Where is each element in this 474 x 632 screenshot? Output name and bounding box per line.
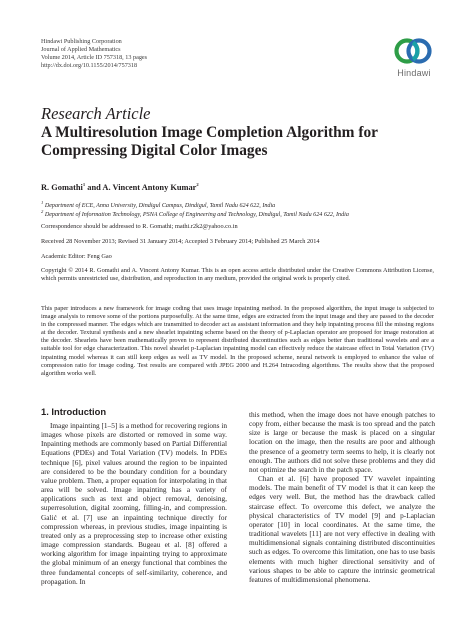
paragraph: Chan et al. [6] have proposed TV wavelet inpainting models. The main benefit of TV model is that it can keep the edges very well. But, the method has the drawback called staircase effect. To overcome this defect, we analyze the physical characteristics of TV model [9] and p-Laplacian operator [10] in local coordinates. At the same time, the traditional wavelets [11] are not very effective in dealing with multidimensional signals containing distributed discontinuities such as edges. To overcome this limitation, one has to use basis elements with much higher directional sensitivity and of various shapes to be able to capture the intrinsic geometrical features of multidimensional phenomena. — [249, 474, 435, 584]
title-line-1: A Multiresolution Image Completion Algorithm for — [41, 124, 379, 141]
article-type: Research Article — [41, 104, 151, 123]
affiliation-text: Department of ECE, Anna University, Dindigul Campus, Dindigul, Tamil Nadu 624 622, India — [43, 203, 276, 210]
journal-line: Journal of Applied Mathematics — [41, 45, 121, 53]
copyright-notice: Copyright © 2014 R. Gomathi and A. Vincent Antony Kumar. This is an open access article distributed under the Creative Commons Attribution License, which permits unrestricted use, distribution, and reproduction in any medium, provided the original work is properly cited. — [41, 267, 434, 283]
journal-header — [41, 38, 341, 70]
affiliation-mark: 1 — [41, 200, 44, 205]
title-line-2: Compressing Digital Color Images — [41, 142, 268, 159]
volume-line: Volume 2014, Article ID 757318, 13 pages — [41, 53, 148, 61]
body-column-right — [249, 410, 435, 584]
author-name: R. Gomathi — [41, 182, 83, 192]
affiliation-text: Department of Information Technology, PSNA College of Engineering and Technology, Dindigul, Tamil Nadu 624 622, India — [43, 212, 349, 219]
affiliation-2 — [41, 208, 461, 219]
abstract: This paper introduces a new framework for image coding that uses image inpainting method. In the proposed algorithm, the input image is subjected to image analysis to remove some of the portions purposefully. At the same time, edges are extracted from the input image and they are passed to the decoder in the compressed manner. The edges which are transmitted to decoder act as assistant information and they help inpainting process fill the missing regions at the decoder. Textural synthesis and a new shearlet inpainting scheme based on the theory of p-Laplacian operator are proposed for image restoration at the decoder. Shearlets have been mathematically proven to represent distributed discontinuities such as edges better than traditional wavelets and are a suitable tool for edge characterization. This novel shearlet p-Laplacian inpainting model can effectively reduce the staircase effect in Total Variation (TV) inpainting model whereas it can still keep edges as well as TV model. In the proposed scheme, neural network is employed to enhance the value of compression ratio for image coding. Test results are compared with JPEG 2000 and H.264 Intracoding algorithms. The results show that the proposed algorithm works well. — [41, 305, 434, 377]
doi-link[interactable]: http://dx.doi.org/10.1155/2014/757318 — [41, 61, 138, 69]
author-affiliation-mark: 2 — [196, 182, 199, 187]
author-separator: and — [85, 182, 103, 192]
affiliation-mark: 2 — [41, 209, 44, 214]
body-column-left — [41, 421, 227, 586]
publication-dates: Received 28 November 2013; Revised 31 January 2014; Accepted 3 February 2014; Published 25 March 2014 — [41, 238, 320, 245]
publisher-line: Hindawi Publishing Corporation — [41, 38, 122, 45]
author-name: A. Vincent Antony Kumar — [102, 182, 197, 192]
academic-editor: Academic Editor: Feng Gao — [41, 253, 112, 260]
paragraph: Image inpainting [1–5] is a method for recovering regions in images whose pixels are distorted or removed in some way. Inpainting methods are commonly based on Partial Differential Equations (PDEs) and Total Variation (TV) models. In PDEs technique [6], pixel values around the region to be inpainted are considered to be the boundary condition for a boundary value problem. Then, a proper equation for interpolating in that area will be solved. Image inpainting has a variety of applications such as text and object removal, denoising, superresolution, digital zooming, filling-in, and compression. Galić et al. [7] use an inpainting technique directly for compression whereas, in previous studies, image inpainting is treated only as a preprocessing step to increase other existing image compression standards. Bugeau et al. [8] offered a working algorithm for image inpainting trying to approximate the global minimum of an energy functional that combines the three fundamental concepts of self-similarity, coherence, and propagation. In — [41, 421, 227, 586]
article-title — [41, 124, 441, 160]
paragraph: this method, when the image does not have enough patches to copy from, either because the mask is too spread and the patch size is large or because the mask is placed on a singular location on the image, then the results are poor and although the presence of a geometry term seems to help, it is clearly not enough. The authors did not solve these problems and they did not optimize the search in the patch space. — [249, 410, 435, 474]
author-affiliation-mark: 1 — [82, 182, 86, 187]
author-list — [41, 182, 199, 192]
section-heading-introduction: 1. Introduction — [41, 406, 107, 417]
hindawi-logo-text: Hindawi — [397, 68, 431, 78]
correspondence: Correspondence should be addressed to R. Gomathi; mathi.r2k2@yahoo.co.in — [41, 223, 238, 230]
